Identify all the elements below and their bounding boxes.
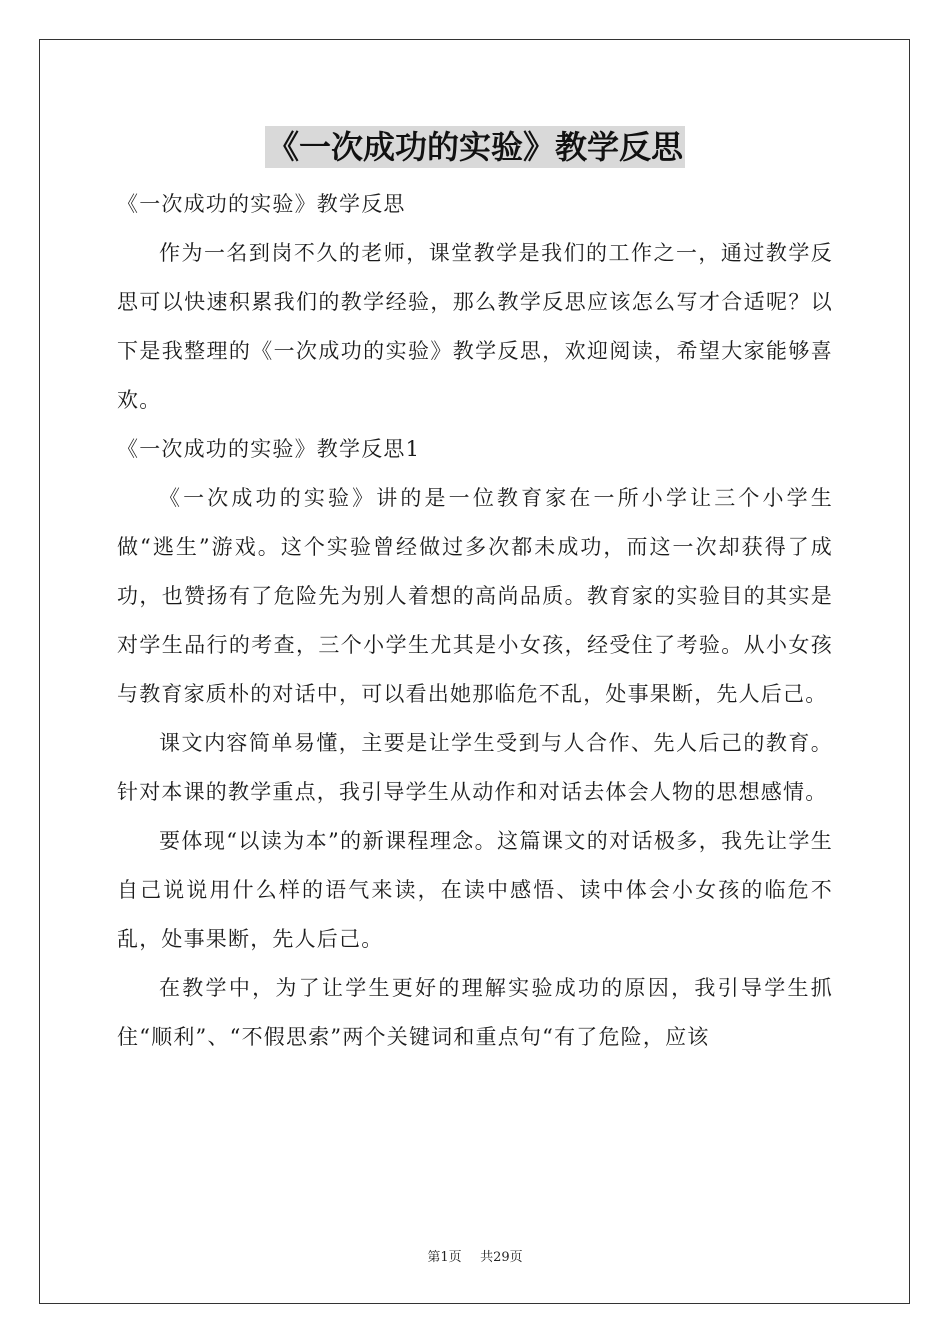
page-total: 共29页 [480, 1250, 523, 1265]
section-heading: 《一次成功的实验》教学反思1 [117, 437, 421, 461]
paragraph-intro: 作为一名到岗不久的老师，课堂教学是我们的工作之一，通过教学反思可以快速积累我们的教学经验，那么教学反思应该怎么写才合适呢？以下是我整理的《一次成功的实验》教学反思，欢迎阅读，希望大家能够喜欢。 [117, 241, 833, 412]
paragraph-body: 课文内容简单易懂，主要是让学生受到与人合作、先人后己的教育。针对本课的教学重点，我引导学生从动作和对话去体会人物的思想感情。 [117, 731, 833, 804]
page-footer [0, 1246, 950, 1265]
title-area [0, 126, 950, 168]
paragraph-body: 要体现“以读为本”的新课程理念。这篇课文的对话极多，我先让学生自己说说用什么样的语气来读，在读中感悟、读中体会小女孩的临危不乱，处事果断，先人后己。 [117, 829, 833, 951]
page-number: 第1页 [427, 1250, 462, 1265]
document-title: 《一次成功的实验》教学反思 [266, 128, 683, 166]
paragraph-subtitle: 《一次成功的实验》教学反思 [117, 192, 406, 216]
paragraph-body: 《一次成功的实验》讲的是一位教育家在一所小学让三个小学生做“逃生”游戏。这个实验曾经做过多次都未成功，而这一次却获得了成功，也赞扬有了危险先为别人着想的高尚品质。教育家的实验目的其实是对学生品行的考查，三个小学生尤其是小女孩，经受住了考验。从小女孩与教育家质朴的对话中，可以看出她那临危不乱，处事果断，先人后己。 [117, 486, 833, 706]
document-body [117, 180, 833, 1062]
paragraph-body: 在教学中，为了让学生更好的理解实验成功的原因，我引导学生抓住“顺利”、“不假思索”两个关键词和重点句“有了危险，应该 [117, 976, 833, 1049]
